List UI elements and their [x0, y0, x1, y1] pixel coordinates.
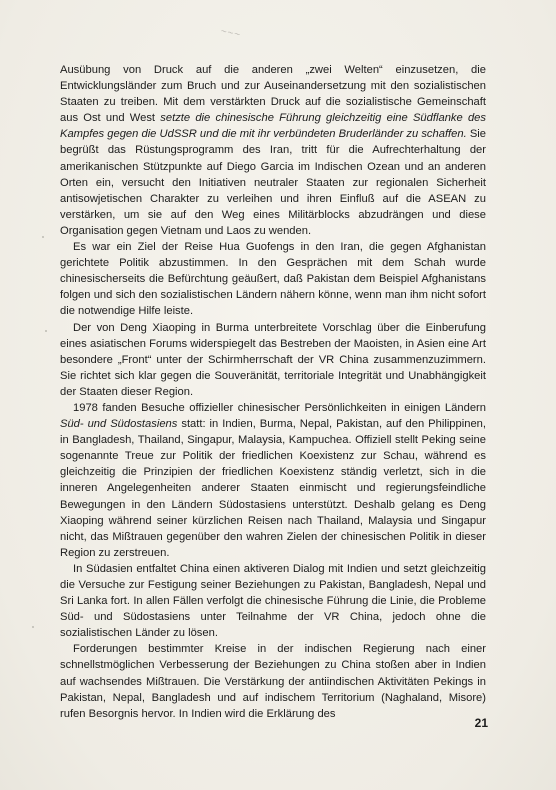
text-run: In Südasien entfaltet China einen aktiveren Dialog mit Indien und setzt gleichzeitig die Versuche zur Festigung seiner Beziehungen zu Pakistan, Bangladesh, Nepal und Sri Lanka fort. In allen Fällen verfolgt die chinesische Führung die Linie, die Probleme Süd- und Südostasiens unter Teilnahme der VR China, jedoch ohne die sozialistischen Länder zu lösen. [60, 562, 486, 640]
text-run: statt: in Indien, Burma, Nepal, Pakistan, auf den Philippinen, in Bangladesh, Thailand, Singapur, Malaysia, Kampuchea. Offiziell stellt Peking seine sogenannte Treue zur Politik der friedlichen Koexistenz zur Schau, während es gleichzeitig die Prinzipien der friedlichen Koexistenz ständig verletzt, sich in die inneren Angelegenheiten anderer Staaten einmischt und regierungsfeindliche Bewegungen in den Ländern Südostasiens unterstützt. Deshalb gelang es Deng Xiaoping während seiner kürzlichen Reisen nach Thailand, Malaysia und Singapur nicht, das Mißtrauen gegenüber den wahren Zielen der chinesischen Politik in dieser Region zu zerstreuen. [60, 418, 487, 559]
paragraph [60, 561, 486, 641]
text-run: Forderungen bestimmter Kreise in der indischen Regierung nach einer schnellstmöglichen Verbesserung der Beziehungen zu China stoßen aber in Indien auf wachsendes Mißtrauen. Die Verstärkung der antiindischen Aktivitäten Pekings in Pakistan, Nepal, Bangladesh und auf indischem Territorium (Naghaland, Misore) rufen Besorgnis hervor. In Indien wird die Erklärung des [60, 643, 486, 720]
text-run: Ausübung von Druck auf die anderen „zwei Welten“ einzusetzen, die Entwicklungsländer zum Bruch und zur Auseinandersetzung mit den sozialistischen Staaten zu treiben. Mit dem verstärkten Druck auf die sozialistische Gemeinschaft aus Ost und West [60, 64, 486, 125]
paragraph [60, 239, 486, 319]
scan-smudge: ~~~ [219, 25, 242, 42]
text-run: 1978 fanden Besuche offizieller chinesischer Persönlichkeiten in einigen Ländern [73, 401, 486, 414]
scan-speck [42, 236, 44, 238]
page-number: 21 [474, 716, 488, 730]
paragraph [60, 62, 486, 239]
scan-speck [45, 330, 47, 332]
body-text [60, 62, 486, 722]
paragraph [60, 400, 486, 561]
italic-text-run: setzte die chinesische Führung gleichzeitig eine Südflanke des Kampfes gegen die UdSSR und die mit ihr verbündeten Bruderländer zu schaffen. [60, 112, 486, 141]
text-run: Sie begrüßt das Rüstungsprogramm des Iran, tritt für die Aufrechterhaltung der amerikanischen Stützpunkte auf Diego Garcia im Indischen Ozean und an anderen Orten ein, versucht den Initiativen neutraler Staaten zur regionalen Sicherheit antisowjetischen Charakter zu verleihen und ihren Einfluß auf die ASEAN zu verstärken, um sie auf den Weg eines Militärblocks abzudrängen und diese Organisation gegen Vietnam und Laos zu wenden. [60, 128, 487, 237]
text-run: Der von Deng Xiaoping in Burma unterbreitete Vorschlag über die Einberufung eines asiatischen Forums widerspiegelt das Bestreben der Maoisten, in Asien eine Art besondere „Front“ unter der Schirmherrschaft der VR China zusammenzuzimmern. Sie richtet sich klar gegen die Souveränität, territoriale Integrität und Unabhängigkeit der Staaten dieser Region. [60, 321, 486, 398]
italic-text-run: Süd- und Südostasiens [60, 418, 178, 431]
paragraph [60, 641, 486, 721]
scan-speck [32, 626, 34, 628]
text-run: Es war ein Ziel der Reise Hua Guofengs in den Iran, die gegen Afghanistan gerichtete Politik abzustimmen. In den Gesprächen mit dem Schah wurde chinesischerseits die Befürchtung geäußert, daß Pakistan dem Beispiel Afghanistans folgen und sich den sozialistischen Ländern nähern könne, wenn man ihm nicht sofort die notwendige Hilfe leiste. [60, 241, 486, 318]
paragraph [60, 320, 486, 400]
